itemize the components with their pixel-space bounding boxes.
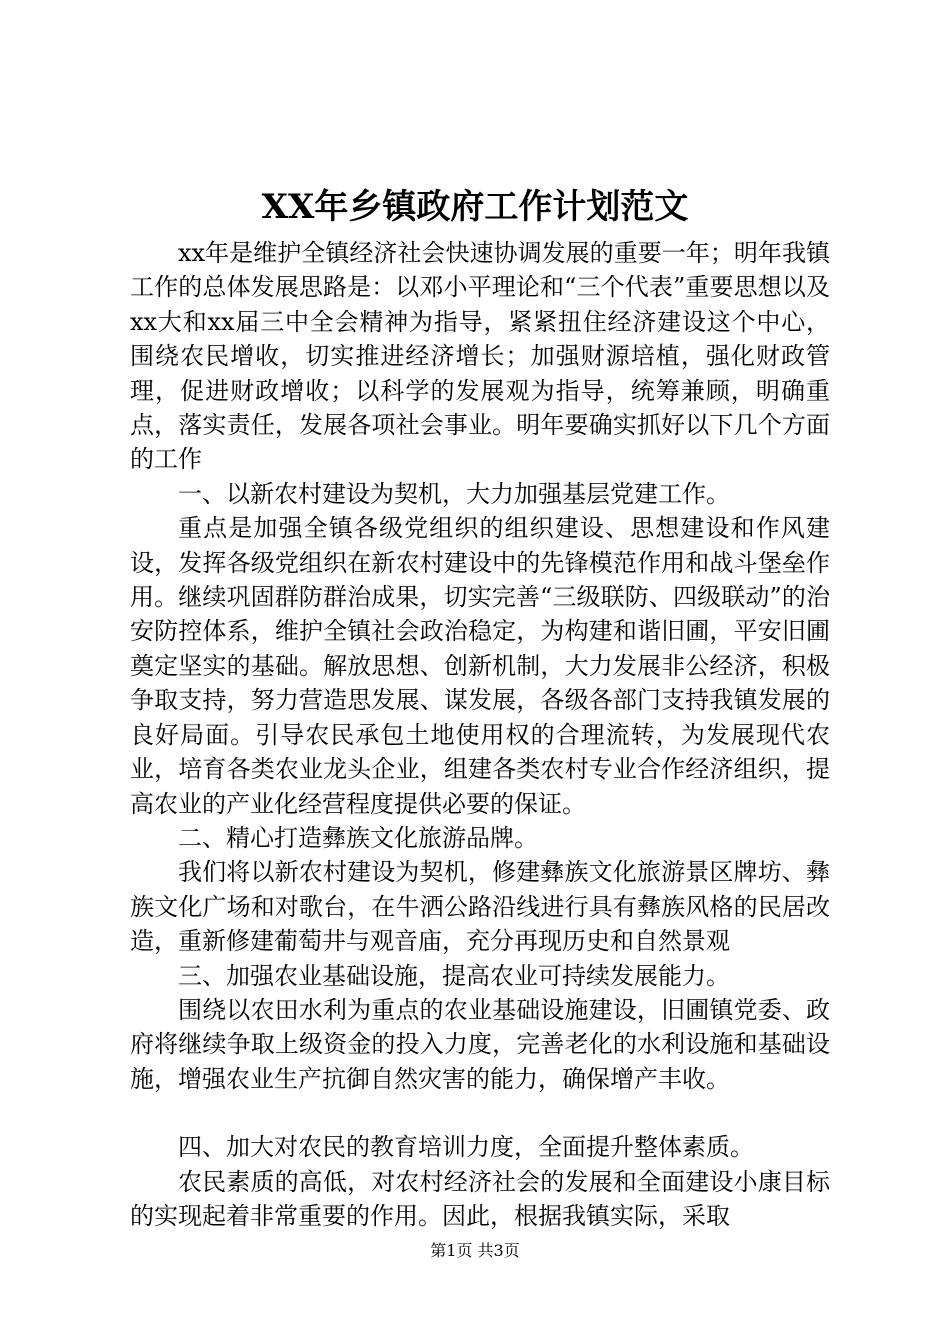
paragraph-intro: xx年是维护全镇经济社会快速协调发展的重要一年；明年我镇工作的总体发展思路是：以邓小平理论和“三个代表”重要思想以及xx大和xx届三中全会精神为指导，紧紧扭住经济建设这个中心，围绕农民增收，切实推进经济增长；加强财源培植，强化财政管理，促进财政增收；以科学的发展观为指导，统筹兼顾，明确重点，落实责任，发展各项社会事业。明年要确实抓好以下几个方面的工作 — [130, 239, 830, 474]
paragraph-section-1: 重点是加强全镇各级党组织的组织建设、思想建设和作风建设，发挥各级党组织在新农村建设中的先锋模范作用和战斗堡垒作用。继续巩固群防群治成果，切实完善“三级联防、四级联动”的治安防控体系，维护全镇社会政治稳定，为构建和谐旧圃，平安旧圃奠定坚实的基础。解放思想、创新机制，大力发展非公经济，积极争取支持，努力营造思发展、谋发展，各级各部门支持我镇发展的良好局面。引导农民承包土地使用权的合理流转，为发展现代农业，培育各类农业龙头企业，组建各类农村专业合作经济组织，提高农业的产业化经营程度提供必要的保证。 — [130, 514, 830, 818]
section-heading-1: 一、以新农村建设为契机，大力加强基层党建工作。 — [178, 479, 730, 508]
paragraph-section-3: 围绕以农田水利为重点的农业基础设施建设，旧圃镇党委、政府将继续争取上级资金的投入力度，完善老化的水利设施和基础设施，增强农业生产抗御自然灾害的能力，确保增产丰收。 — [130, 995, 830, 1093]
paragraph-gap — [130, 1096, 830, 1130]
paragraph-section-4: 农民素质的高低，对农村经济社会的发展和全面建设小康目标的实现起着非常重要的作用。因此，根据我镇实际，采取 — [130, 1167, 830, 1230]
section-heading-3: 三、加强农业基础设施，提高农业可持续发展能力。 — [178, 961, 730, 990]
document-title: XX年乡镇政府工作计划范文 — [261, 187, 689, 227]
page-footer: 第1页 共3页 — [430, 1241, 520, 1260]
section-heading-4: 四、加大对农民的教育培训力度，全面提升整体素质。 — [178, 1133, 754, 1162]
paragraph-section-2: 我们将以新农村建设为契机，修建彝族文化旅游景区牌坊、彝族文化广场和对歌台，在牛洒公路沿线进行具有彝族风格的民居改造，重新修建葡萄井与观音庙，充分再现历史和自然景观 — [130, 858, 830, 956]
section-heading-2: 二、精心打造彝族文化旅游品牌。 — [178, 823, 538, 852]
document-body — [130, 236, 830, 1233]
